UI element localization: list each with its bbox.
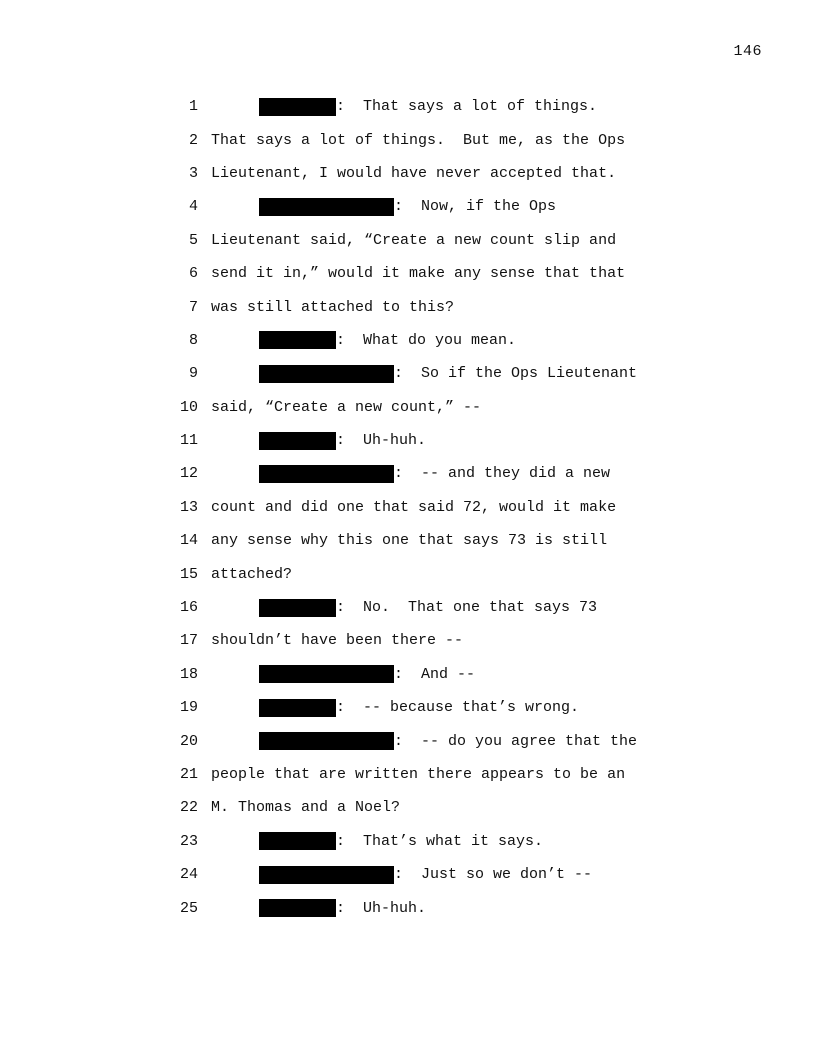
line-text: : Uh-huh. [336, 899, 427, 917]
speaker-redaction [259, 98, 336, 116]
speaker-redaction [259, 432, 336, 450]
line-text: : Just so we don’t -- [394, 866, 593, 884]
line-content [259, 98, 597, 116]
line-content [211, 299, 454, 316]
line-number: 20 [179, 732, 198, 750]
line-number: 7 [188, 298, 198, 316]
line-text: shouldn’t have been there -- [211, 632, 464, 650]
speaker-redaction [259, 365, 394, 383]
transcript-line [0, 457, 816, 490]
transcript-line [0, 357, 816, 390]
line-content [211, 165, 616, 182]
transcript-line [0, 224, 816, 257]
transcript-line [0, 257, 816, 290]
line-number: 11 [179, 432, 198, 450]
speaker-redaction [259, 198, 394, 216]
speaker-redaction [259, 832, 336, 850]
line-content [259, 866, 592, 884]
transcript-line [0, 290, 816, 323]
line-content [259, 732, 637, 750]
line-text: any sense why this one that says 73 is still [211, 532, 608, 550]
speaker-redaction [259, 665, 394, 683]
line-text: attached? [211, 565, 293, 583]
transcript-line [0, 391, 816, 424]
line-content [211, 265, 625, 282]
line-number: 22 [179, 799, 198, 817]
line-content [211, 566, 292, 583]
line-text: said, “Create a new count,” -- [211, 398, 482, 416]
line-number: 24 [179, 866, 198, 884]
line-content [259, 665, 475, 683]
line-number: 10 [179, 398, 198, 416]
transcript-line [0, 825, 816, 858]
transcript-body [0, 90, 816, 925]
line-text: : And -- [394, 665, 476, 683]
line-number: 15 [179, 565, 198, 583]
line-number: 9 [188, 365, 198, 383]
transcript-line [0, 424, 816, 457]
transcript-line [0, 658, 816, 691]
line-text: was still attached to this? [211, 298, 455, 316]
line-text: : That’s what it says. [336, 832, 544, 850]
line-number: 23 [179, 832, 198, 850]
line-content [259, 899, 426, 917]
speaker-redaction [259, 732, 394, 750]
transcript-line [0, 123, 816, 156]
line-number: 17 [179, 632, 198, 650]
transcript-line [0, 791, 816, 824]
line-content [211, 799, 400, 816]
line-text: : What do you mean. [336, 331, 517, 349]
line-content [259, 465, 610, 483]
transcript-line [0, 891, 816, 924]
line-text: : That says a lot of things. [336, 98, 598, 116]
line-text: : -- do you agree that the [394, 732, 638, 750]
line-text: Lieutenant, I would have never accepted that. [211, 164, 617, 182]
line-number: 1 [188, 98, 198, 116]
line-content [211, 766, 625, 783]
line-text: people that are written there appears to be an [211, 766, 626, 783]
transcript-line [0, 624, 816, 657]
line-number: 25 [179, 899, 198, 917]
line-number: 8 [188, 331, 198, 349]
transcript-line [0, 190, 816, 223]
speaker-redaction [259, 899, 336, 917]
transcript-line [0, 557, 816, 590]
line-content [211, 132, 625, 149]
line-content [211, 232, 616, 249]
line-text: That says a lot of things. But me, as the Ops [211, 131, 626, 149]
speaker-redaction [259, 599, 336, 617]
line-text: : So if the Ops Lieutenant [394, 365, 638, 383]
line-number: 6 [188, 265, 198, 283]
transcript-line [0, 758, 816, 791]
speaker-redaction [259, 465, 394, 483]
transcript-line [0, 524, 816, 557]
line-number: 12 [179, 465, 198, 483]
speaker-redaction [259, 866, 394, 884]
line-text: M. Thomas and a Noel? [211, 799, 401, 817]
line-number: 16 [179, 599, 198, 617]
line-number: 4 [188, 198, 198, 216]
line-number: 19 [179, 699, 198, 717]
line-number: 18 [179, 665, 198, 683]
page-number: 146 [733, 43, 762, 60]
line-text: : Now, if the Ops [394, 198, 557, 216]
line-content [259, 599, 597, 617]
line-text: : -- and they did a new [394, 465, 611, 483]
transcript-line [0, 691, 816, 724]
line-number: 5 [188, 231, 198, 249]
line-content [259, 832, 543, 850]
transcript-line [0, 591, 816, 624]
transcript-line [0, 90, 816, 123]
line-number: 14 [179, 532, 198, 550]
transcript-line [0, 724, 816, 757]
speaker-redaction [259, 699, 336, 717]
line-number: 21 [179, 766, 198, 783]
line-content [211, 399, 481, 416]
line-content [259, 198, 556, 216]
line-text: : -- because that’s wrong. [336, 699, 580, 717]
transcript-line [0, 157, 816, 190]
line-text: : No. That one that says 73 [336, 599, 598, 617]
transcript-line [0, 324, 816, 357]
transcript-line [0, 858, 816, 891]
line-content [259, 432, 426, 450]
line-content [211, 632, 463, 649]
line-number: 13 [179, 498, 198, 516]
line-text: count and did one that said 72, would it make [211, 498, 617, 516]
line-number: 3 [188, 164, 198, 182]
line-text: : Uh-huh. [336, 432, 427, 450]
line-content [211, 532, 607, 549]
line-content [211, 499, 616, 516]
line-text: send it in,” would it make any sense that that [211, 265, 626, 283]
speaker-redaction [259, 331, 336, 349]
line-number: 2 [188, 131, 198, 149]
line-content [259, 331, 516, 349]
line-text: Lieutenant said, “Create a new count slip and [211, 231, 617, 249]
transcript-line [0, 491, 816, 524]
line-content [259, 365, 637, 383]
line-content [259, 699, 579, 717]
